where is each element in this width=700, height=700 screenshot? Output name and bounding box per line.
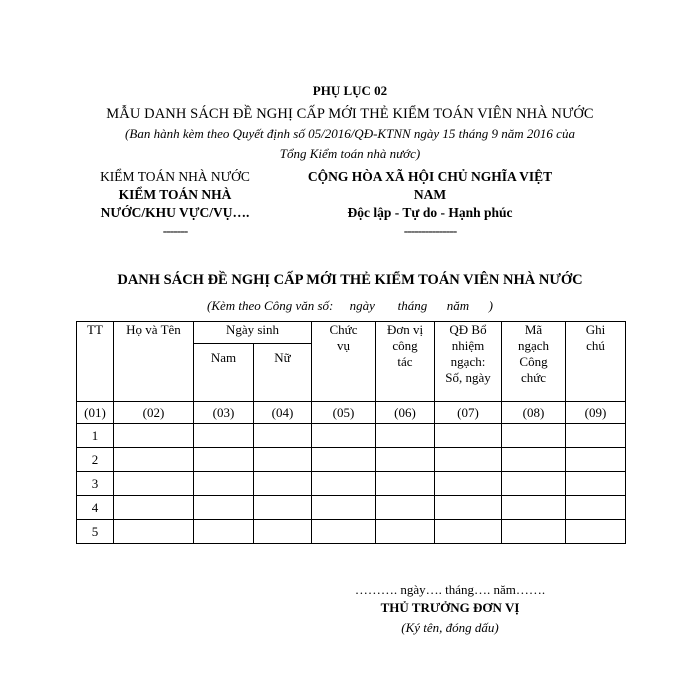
table-cell[interactable]: [254, 520, 312, 544]
national-motto: Độc lập - Tự do - Hạnh phúc: [347, 205, 513, 220]
agency-line-3: NƯỚC/KHU VỰC/VỤ….: [100, 205, 250, 220]
table-cell[interactable]: [566, 520, 626, 544]
head-of-unit-title: THỦ TRƯỞNG ĐƠN VỊ: [380, 600, 520, 615]
header-position-line-1: Chức: [329, 322, 358, 337]
national-title-line-2: NAM: [413, 187, 447, 202]
column-number-row: [77, 402, 626, 424]
table-cell[interactable]: [502, 448, 566, 472]
header-code-line-3: Công: [519, 354, 548, 369]
table-cell[interactable]: [194, 448, 254, 472]
header-unit-line-2: công: [392, 338, 418, 353]
col-number: (07): [435, 402, 502, 424]
header-code: [502, 322, 566, 402]
table-cell[interactable]: [194, 520, 254, 544]
row-number: 3: [77, 472, 114, 496]
header-row-1: [77, 322, 626, 344]
table-row: [77, 496, 626, 520]
table-cell[interactable]: [566, 472, 626, 496]
table-cell[interactable]: [114, 424, 194, 448]
table-cell[interactable]: [376, 496, 435, 520]
table-cell[interactable]: [376, 520, 435, 544]
table-cell[interactable]: [376, 448, 435, 472]
table-cell[interactable]: [194, 496, 254, 520]
table-cell[interactable]: [114, 496, 194, 520]
header-decision-line-1: QĐ Bổ: [449, 322, 487, 337]
header-code-line-2: ngạch: [517, 338, 550, 353]
attach-line: (Kèm theo Công văn số: ngày tháng năm ): [207, 298, 493, 313]
table-cell[interactable]: [435, 520, 502, 544]
table-cell[interactable]: [312, 448, 376, 472]
header-position-line-2: vụ: [337, 338, 350, 353]
agency-line-1: KIỂM TOÁN NHÀ NƯỚC: [100, 169, 250, 184]
col-number: (04): [254, 402, 312, 424]
national-header: [280, 168, 580, 240]
row-number: 1: [77, 424, 114, 448]
row-number: 4: [77, 496, 114, 520]
agency-header: [80, 168, 270, 240]
header-unit: [376, 322, 435, 402]
table-cell[interactable]: [376, 424, 435, 448]
agency-line-2: KIỂM TOÁN NHÀ: [118, 187, 232, 202]
col-number: (01): [77, 402, 114, 424]
header-dob: Ngày sinh: [194, 322, 312, 344]
table-row: [77, 448, 626, 472]
col-number: (09): [566, 402, 626, 424]
table-cell[interactable]: [566, 496, 626, 520]
table-cell[interactable]: [114, 448, 194, 472]
table-cell[interactable]: [502, 472, 566, 496]
sign-note: (Ký tên, đóng dấu): [401, 620, 499, 635]
header-decision-line-4: Số, ngày: [445, 370, 491, 385]
table-cell[interactable]: [254, 496, 312, 520]
row-number: 2: [77, 448, 114, 472]
table-cell[interactable]: [502, 496, 566, 520]
col-number: (08): [502, 402, 566, 424]
list-title: DANH SÁCH ĐỀ NGHỊ CẤP MỚI THẺ KIỂM TOÁN VIÊN NHÀ NƯỚC: [117, 272, 583, 288]
table-cell[interactable]: [194, 472, 254, 496]
header-note-line-2: chú: [586, 338, 605, 353]
table-row: [77, 520, 626, 544]
candidate-table: [76, 321, 626, 544]
col-number: (05): [312, 402, 376, 424]
header-position: [312, 322, 376, 402]
agency-underline: -------: [162, 223, 188, 238]
table-cell[interactable]: [566, 424, 626, 448]
table-cell[interactable]: [254, 424, 312, 448]
table-cell[interactable]: [566, 448, 626, 472]
table-cell[interactable]: [254, 448, 312, 472]
table-cell[interactable]: [114, 520, 194, 544]
header-female: Nữ: [254, 344, 312, 402]
table-cell[interactable]: [502, 424, 566, 448]
header-decision-line-2: nhiệm: [451, 338, 485, 353]
col-number: (03): [194, 402, 254, 424]
national-underline: ---------------: [403, 223, 457, 238]
table-cell[interactable]: [435, 472, 502, 496]
issued-by-line-1: (Ban hành kèm theo Quyết định số 05/2016/QĐ-KTNN ngày 15 tháng 9 năm 2016 của: [125, 126, 575, 141]
header-name: Họ và Tên: [114, 322, 194, 402]
row-number: 5: [77, 520, 114, 544]
table-cell[interactable]: [114, 472, 194, 496]
header-unit-line-1: Đơn vị: [386, 322, 424, 337]
header-tt: TT: [77, 322, 114, 402]
appendix-label: PHỤ LỤC 02: [312, 83, 388, 98]
header-decision-line-3: ngạch:: [450, 354, 486, 369]
col-number: (02): [114, 402, 194, 424]
table-cell[interactable]: [312, 424, 376, 448]
header-unit-line-3: tác: [397, 354, 413, 369]
table-cell[interactable]: [502, 520, 566, 544]
date-line: ………. ngày…. tháng…. năm…….: [354, 582, 546, 597]
table-cell[interactable]: [194, 424, 254, 448]
header-code-line-4: chức: [520, 370, 547, 385]
header-code-line-1: Mã: [524, 322, 543, 337]
header-decision: [435, 322, 502, 402]
header-note: [566, 322, 626, 402]
issued-by-line-2: Tổng Kiểm toán nhà nước): [279, 146, 421, 161]
form-title: MẪU DANH SÁCH ĐỀ NGHỊ CẤP MỚI THẺ KIỂM TOÁN VIÊN NHÀ NƯỚC: [106, 106, 594, 122]
table-cell[interactable]: [312, 520, 376, 544]
header-male: Nam: [194, 344, 254, 402]
table-cell[interactable]: [312, 472, 376, 496]
table-row: [77, 472, 626, 496]
table-cell[interactable]: [435, 496, 502, 520]
table-cell[interactable]: [435, 448, 502, 472]
table-cell[interactable]: [312, 496, 376, 520]
table-row: [77, 424, 626, 448]
table-cell[interactable]: [376, 472, 435, 496]
table-cell[interactable]: [435, 424, 502, 448]
table-cell[interactable]: [254, 472, 312, 496]
national-title-line-1: CỘNG HÒA XÃ HỘI CHỦ NGHĨA VIỆT: [307, 169, 553, 184]
col-number: (06): [376, 402, 435, 424]
header-note-line-1: Ghi: [585, 322, 606, 337]
